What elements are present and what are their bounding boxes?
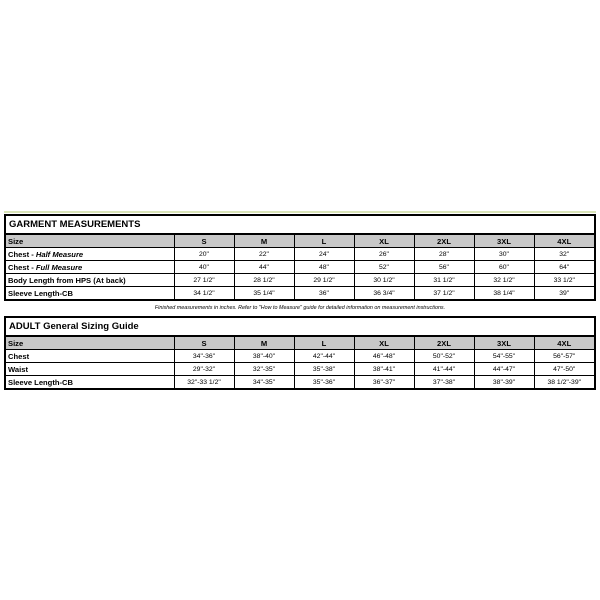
table-row <box>6 274 594 287</box>
row-label-text: Chest <box>8 351 30 361</box>
header-size-l: L <box>294 337 354 350</box>
table-cell: 30 1/2" <box>354 274 414 287</box>
table-cell: 32"-35" <box>234 363 294 376</box>
table-row <box>6 363 594 376</box>
table-row <box>6 350 594 363</box>
header-row <box>6 235 594 248</box>
table-cell: 34"-36" <box>174 350 234 363</box>
row-label-text: Sleeve Length-CB <box>8 377 73 387</box>
adult-sizing-guide-table <box>4 316 596 390</box>
table-cell: 22" <box>234 248 294 261</box>
header-size-m: M <box>234 337 294 350</box>
row-label-text: Waist <box>8 364 28 374</box>
table-cell: 34 1/2" <box>174 287 234 300</box>
garment-measurements-table <box>4 214 596 301</box>
header-size-4xl: 4XL <box>534 337 594 350</box>
table-cell: 28" <box>414 248 474 261</box>
table-cell: 56"-57" <box>534 350 594 363</box>
table-cell: 29"-32" <box>174 363 234 376</box>
table-cell: 56" <box>414 261 474 274</box>
table-cell: 35 1/4" <box>234 287 294 300</box>
row-label-text: Sleeve Length-CB <box>8 288 73 298</box>
table-cell: 29 1/2" <box>294 274 354 287</box>
table-cell: 36" <box>294 287 354 300</box>
table-cell: 34"-35" <box>234 376 294 389</box>
table-cell: 24" <box>294 248 354 261</box>
table-cell: 31 1/2" <box>414 274 474 287</box>
header-size-l: L <box>294 235 354 248</box>
measurement-note: Finished measurements in inches. Refer to "How to Measure" guide for detailed information on measurement instructions. <box>154 305 446 311</box>
table-cell: 35"-36" <box>294 376 354 389</box>
table-cell: 52" <box>354 261 414 274</box>
row-label <box>6 261 174 274</box>
header-size-xl: XL <box>354 337 414 350</box>
header-size-4xl: 4XL <box>534 235 594 248</box>
row-label-text: Chest - <box>8 262 36 272</box>
table-cell: 35"-38" <box>294 363 354 376</box>
table-cell: 60" <box>474 261 534 274</box>
table-cell: 30" <box>474 248 534 261</box>
table-row <box>6 376 594 389</box>
garment-table <box>6 235 594 299</box>
table-cell: 42"-44" <box>294 350 354 363</box>
table-cell: 38 1/4" <box>474 287 534 300</box>
table-cell: 44"-47" <box>474 363 534 376</box>
row-label <box>6 287 174 300</box>
size-chart <box>4 214 596 390</box>
row-label-emphasis: Full Measure <box>35 262 83 272</box>
adult-sizing-guide-title: ADULT General Sizing Guide <box>6 318 594 337</box>
table-cell: 37"-38" <box>414 376 474 389</box>
garment-measurements-title: GARMENT MEASUREMENTS <box>6 216 594 235</box>
table-cell: 20" <box>174 248 234 261</box>
header-row <box>6 337 594 350</box>
header-size-xl: XL <box>354 235 414 248</box>
table-cell: 38"-40" <box>234 350 294 363</box>
header-size-3xl: 3XL <box>474 235 534 248</box>
header-size-s: S <box>174 337 234 350</box>
table-cell: 37 1/2" <box>414 287 474 300</box>
row-label-text: Chest - <box>8 249 36 259</box>
table-cell: 27 1/2" <box>174 274 234 287</box>
table-cell: 39" <box>559 289 570 297</box>
table-cell: 36 3/4" <box>354 287 414 300</box>
table-cell: 38"-41" <box>354 363 414 376</box>
table-cell: 38 1/2"-39" <box>547 378 582 386</box>
header-size-3xl: 3XL <box>474 337 534 350</box>
table-cell: 32 1/2" <box>474 274 534 287</box>
header-size-m: M <box>234 235 294 248</box>
header-size-s: S <box>174 235 234 248</box>
table-cell: 47"-50" <box>534 363 594 376</box>
table-row <box>6 287 594 300</box>
row-label <box>6 376 174 389</box>
header-size-2xl: 2XL <box>414 337 474 350</box>
table-cell: 44" <box>234 261 294 274</box>
table-cell: 26" <box>354 248 414 261</box>
header-size-2xl: 2XL <box>414 235 474 248</box>
table-cell: 33 1/2" <box>534 274 594 287</box>
table-row <box>6 248 594 261</box>
table-cell: 36"-37" <box>354 376 414 389</box>
row-label <box>6 274 174 287</box>
row-label-text: Body Length from HPS (At back) <box>8 275 126 285</box>
table-cell: 64" <box>534 261 594 274</box>
divider-line <box>4 211 596 213</box>
table-cell: 38"-39" <box>474 376 534 389</box>
table-cell: 32"-33 1/2" <box>174 376 234 389</box>
header-size-label: Size <box>6 235 174 248</box>
table-cell: 54"-55" <box>474 350 534 363</box>
row-label <box>6 363 174 376</box>
row-label-emphasis: Half Measure <box>35 249 84 259</box>
table-cell: 28 1/2" <box>234 274 294 287</box>
adult-table <box>6 337 594 388</box>
row-label <box>6 248 174 261</box>
table-cell: 48" <box>294 261 354 274</box>
table-cell: 41"-44" <box>414 363 474 376</box>
table-cell: 32" <box>534 248 594 261</box>
table-cell: 40" <box>174 261 234 274</box>
table-cell: 50"-52" <box>414 350 474 363</box>
table-cell: 46"-48" <box>354 350 414 363</box>
header-size-label: Size <box>6 337 174 350</box>
row-label <box>6 350 174 363</box>
table-row <box>6 261 594 274</box>
